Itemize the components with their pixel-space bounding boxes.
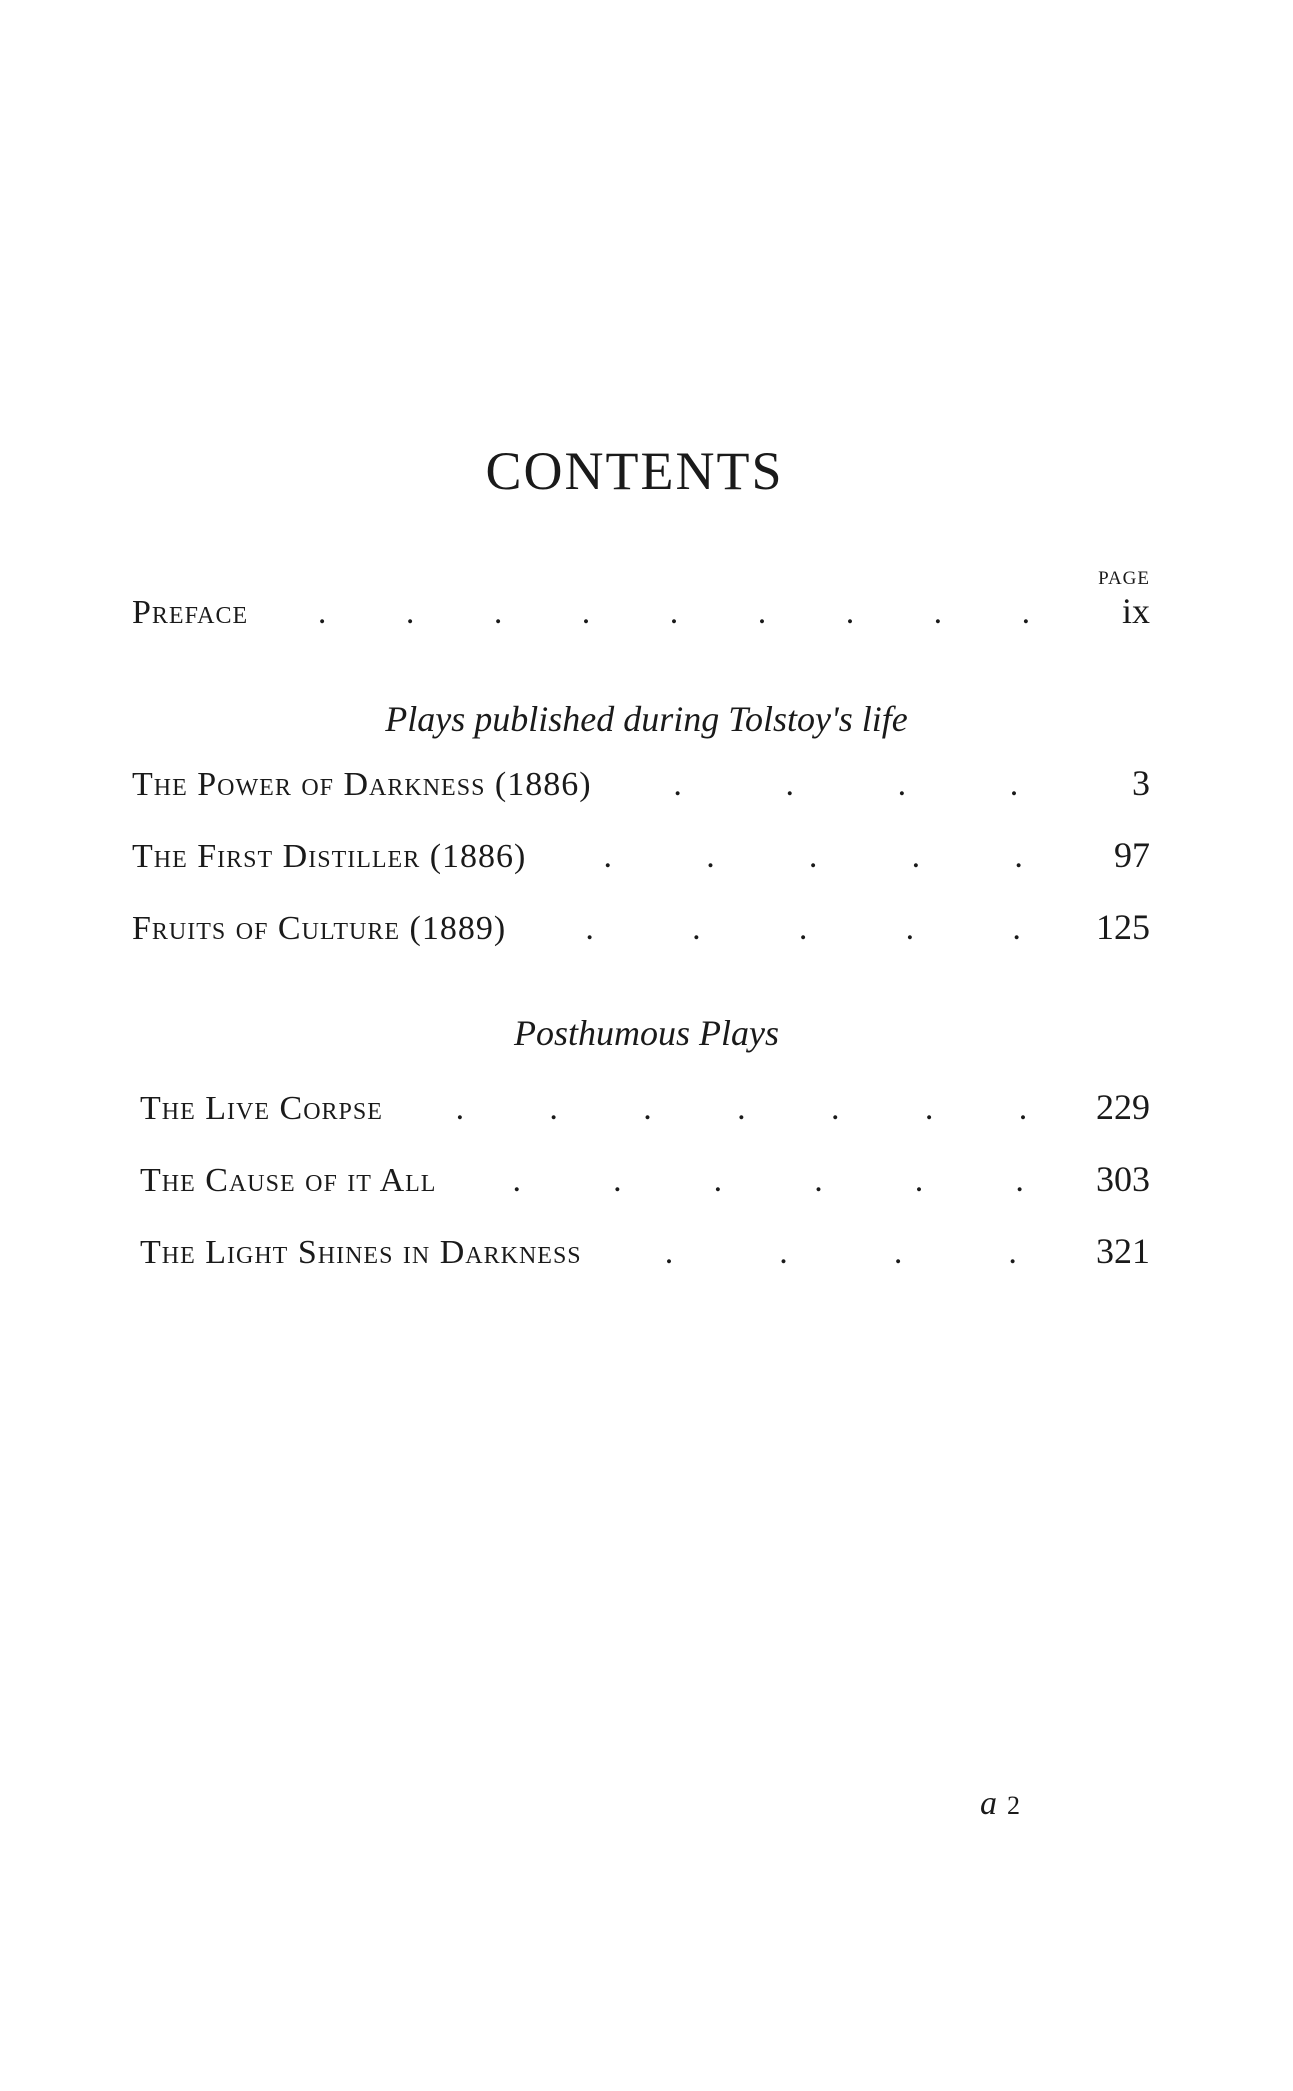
leader-dots: . . . . . — [603, 838, 1023, 875]
leader-dots: . . . . . . . — [455, 1090, 1028, 1127]
toc-entry-page: 3 — [1132, 763, 1150, 803]
toc-entry-title: The Live Corpse — [140, 1090, 383, 1127]
toc-entry-page: 125 — [1096, 907, 1150, 947]
toc-entry-title: The Power of Darkness (1886) — [132, 766, 592, 803]
toc-entry — [132, 906, 1150, 956]
toc-entry-page: 97 — [1114, 835, 1150, 875]
toc-entry-title: Preface — [132, 594, 249, 631]
printer-signature-mark — [980, 1785, 1020, 1823]
toc-entry-page: ix — [1121, 591, 1150, 631]
section-heading-lifetime-plays: Plays published during Tolstoy's life — [385, 699, 908, 739]
toc-entry-title: The Light Shines in Darkness — [140, 1234, 582, 1271]
leader-dots: . . . . . — [585, 910, 1021, 947]
toc-entry — [140, 1158, 1150, 1208]
toc-entry — [140, 1086, 1150, 1136]
leader-dots: . . . . — [673, 766, 1019, 803]
toc-entry — [140, 1230, 1150, 1280]
page-title: CONTENTS — [485, 441, 784, 501]
toc-entry-title: The Cause of it All — [140, 1162, 437, 1199]
leader-dots: . . . . . . — [512, 1162, 1024, 1199]
toc-entry-page: 229 — [1096, 1087, 1150, 1127]
page-column-label: PAGE — [1098, 568, 1150, 589]
section-heading-posthumous-plays: Posthumous Plays — [514, 1013, 779, 1053]
toc-entry-preface — [132, 590, 1150, 640]
toc-entry — [132, 762, 1150, 812]
toc-entry-page: 321 — [1096, 1231, 1150, 1271]
leader-dots: . . . . — [664, 1234, 1017, 1271]
toc-entry — [132, 834, 1150, 884]
toc-entry-page: 303 — [1096, 1159, 1150, 1199]
signature-number: 2 — [1007, 1791, 1020, 1820]
leader-dots: . . . . . . . . . — [317, 594, 1031, 631]
toc-entry-title: The First Distiller (1886) — [132, 838, 527, 875]
signature-letter: a — [980, 1785, 997, 1822]
toc-entry-title: Fruits of Culture (1889) — [132, 910, 507, 947]
